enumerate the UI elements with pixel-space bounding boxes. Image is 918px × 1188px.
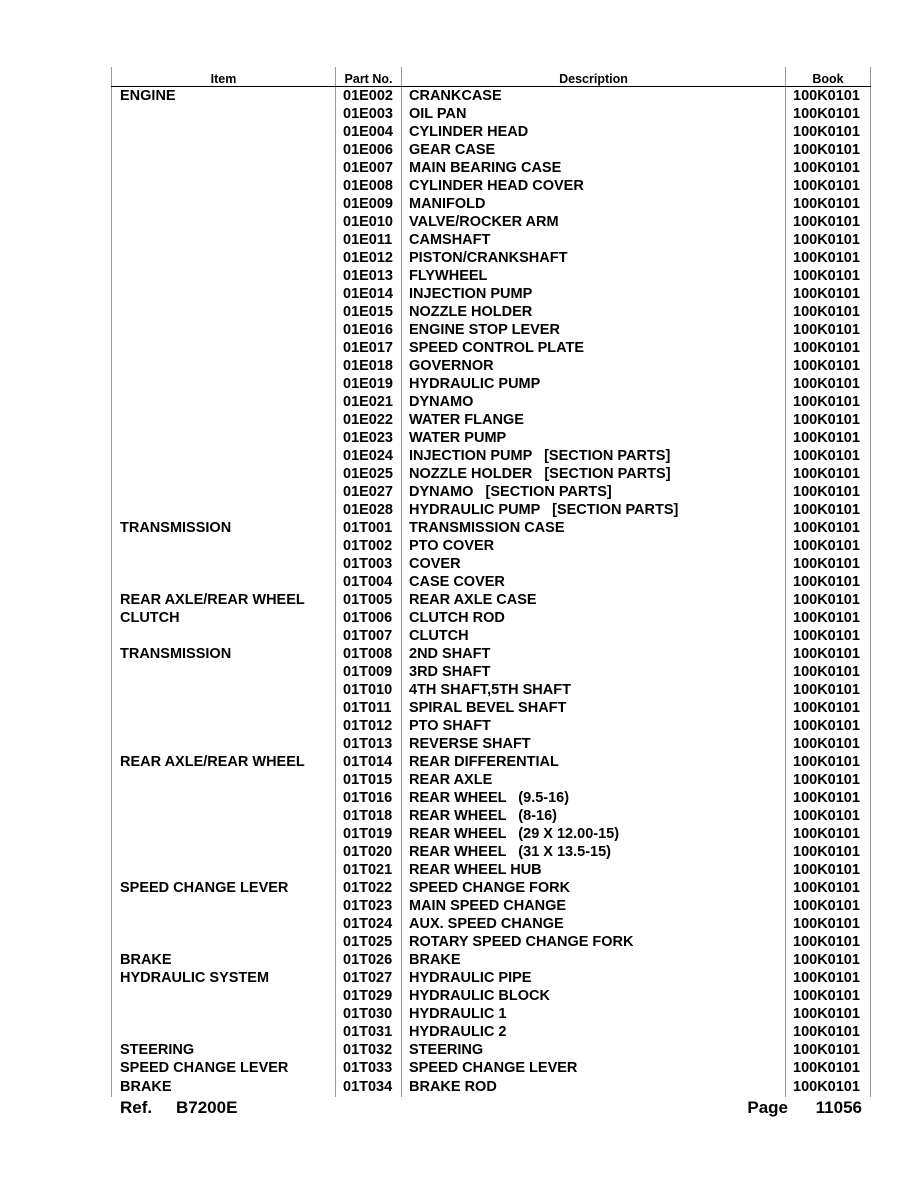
description-cell: MAIN BEARING CASE xyxy=(402,159,786,177)
book-cell: 100K0101 xyxy=(786,861,871,879)
book-cell: 100K0101 xyxy=(786,267,871,285)
book-cell: 100K0101 xyxy=(786,1023,871,1041)
header-part-no: Part No. xyxy=(336,67,402,87)
description-cell: ROTARY SPEED CHANGE FORK xyxy=(402,933,786,951)
table-row xyxy=(112,1077,871,1097)
item-cell xyxy=(112,573,336,591)
table-row xyxy=(112,861,871,879)
header-book: Book xyxy=(786,67,871,87)
part-no-cell: 01T019 xyxy=(336,825,402,843)
description-cell: WATER PUMP xyxy=(402,429,786,447)
description-cell: OIL PAN xyxy=(402,105,786,123)
book-cell: 100K0101 xyxy=(786,285,871,303)
book-cell: 100K0101 xyxy=(786,519,871,537)
table-row xyxy=(112,753,871,771)
part-no-cell: 01T033 xyxy=(336,1059,402,1077)
table-row xyxy=(112,969,871,987)
table-row xyxy=(112,699,871,717)
part-no-cell: 01E027 xyxy=(336,483,402,501)
item-cell xyxy=(112,357,336,375)
book-cell: 100K0101 xyxy=(786,663,871,681)
book-cell: 100K0101 xyxy=(786,591,871,609)
description-cell: HYDRAULIC PUMP [SECTION PARTS] xyxy=(402,501,786,519)
table-row xyxy=(112,483,871,501)
book-cell: 100K0101 xyxy=(786,825,871,843)
part-no-cell: 01E007 xyxy=(336,159,402,177)
table-row xyxy=(112,159,871,177)
book-cell: 100K0101 xyxy=(786,123,871,141)
item-cell xyxy=(112,285,336,303)
description-cell: STEERING xyxy=(402,1041,786,1059)
table-row xyxy=(112,249,871,267)
table-row xyxy=(112,825,871,843)
description-cell: HYDRAULIC PUMP xyxy=(402,375,786,393)
part-no-cell: 01E009 xyxy=(336,195,402,213)
description-cell: DYNAMO [SECTION PARTS] xyxy=(402,483,786,501)
item-cell xyxy=(112,915,336,933)
table-row xyxy=(112,645,871,663)
description-cell: REAR WHEEL (29 X 12.00-15) xyxy=(402,825,786,843)
table-row xyxy=(112,213,871,231)
part-no-cell: 01E010 xyxy=(336,213,402,231)
part-no-cell: 01T014 xyxy=(336,753,402,771)
book-cell: 100K0101 xyxy=(786,339,871,357)
description-cell: PTO COVER xyxy=(402,537,786,555)
book-cell: 100K0101 xyxy=(786,1041,871,1059)
table-row xyxy=(112,141,871,159)
description-cell: FLYWHEEL xyxy=(402,267,786,285)
parts-index-sheet xyxy=(111,67,870,1097)
book-cell: 100K0101 xyxy=(786,1059,871,1077)
description-cell: CLUTCH ROD xyxy=(402,609,786,627)
table-row xyxy=(112,933,871,951)
book-cell: 100K0101 xyxy=(786,393,871,411)
description-cell: HYDRAULIC 1 xyxy=(402,1005,786,1023)
description-cell: SPEED CONTROL PLATE xyxy=(402,339,786,357)
table-row xyxy=(112,681,871,699)
part-no-cell: 01T013 xyxy=(336,735,402,753)
book-cell: 100K0101 xyxy=(786,429,871,447)
description-cell: REAR WHEEL HUB xyxy=(402,861,786,879)
book-cell: 100K0101 xyxy=(786,969,871,987)
item-cell xyxy=(112,321,336,339)
description-cell: PISTON/CRANKSHAFT xyxy=(402,249,786,267)
book-cell: 100K0101 xyxy=(786,303,871,321)
table-row xyxy=(112,285,871,303)
part-no-cell: 01E011 xyxy=(336,231,402,249)
item-cell: BRAKE xyxy=(112,951,336,969)
table-header xyxy=(112,67,871,87)
item-cell xyxy=(112,393,336,411)
part-no-cell: 01E016 xyxy=(336,321,402,339)
part-no-cell: 01E024 xyxy=(336,447,402,465)
table-row xyxy=(112,465,871,483)
item-cell xyxy=(112,303,336,321)
part-no-cell: 01T032 xyxy=(336,1041,402,1059)
table-row xyxy=(112,177,871,195)
book-cell: 100K0101 xyxy=(786,483,871,501)
part-no-cell: 01E028 xyxy=(336,501,402,519)
book-cell: 100K0101 xyxy=(786,537,871,555)
part-no-cell: 01T027 xyxy=(336,969,402,987)
book-cell: 100K0101 xyxy=(786,501,871,519)
item-cell xyxy=(112,1005,336,1023)
part-no-cell: 01T009 xyxy=(336,663,402,681)
description-cell: GOVERNOR xyxy=(402,357,786,375)
item-cell xyxy=(112,663,336,681)
table-row xyxy=(112,915,871,933)
description-cell: CAMSHAFT xyxy=(402,231,786,249)
part-no-cell: 01T001 xyxy=(336,519,402,537)
part-no-cell: 01E025 xyxy=(336,465,402,483)
part-no-cell: 01E004 xyxy=(336,123,402,141)
book-cell: 100K0101 xyxy=(786,141,871,159)
book-cell: 100K0101 xyxy=(786,195,871,213)
table-row xyxy=(112,717,871,735)
description-cell: NOZZLE HOLDER xyxy=(402,303,786,321)
table-row xyxy=(112,555,871,573)
part-no-cell: 01E022 xyxy=(336,411,402,429)
item-cell: SPEED CHANGE LEVER xyxy=(112,879,336,897)
part-no-cell: 01E021 xyxy=(336,393,402,411)
description-cell: REVERSE SHAFT xyxy=(402,735,786,753)
book-cell: 100K0101 xyxy=(786,681,871,699)
part-no-cell: 01T022 xyxy=(336,879,402,897)
item-cell xyxy=(112,897,336,915)
part-no-cell: 01E003 xyxy=(336,105,402,123)
item-cell xyxy=(112,483,336,501)
item-cell xyxy=(112,933,336,951)
description-cell: REAR DIFFERENTIAL xyxy=(402,753,786,771)
book-cell: 100K0101 xyxy=(786,177,871,195)
table-row xyxy=(112,267,871,285)
description-cell: REAR WHEEL (9.5-16) xyxy=(402,789,786,807)
part-no-cell: 01T002 xyxy=(336,537,402,555)
book-cell: 100K0101 xyxy=(786,753,871,771)
part-no-cell: 01T026 xyxy=(336,951,402,969)
header-row xyxy=(112,67,871,87)
item-cell xyxy=(112,465,336,483)
page-number: 11056 xyxy=(815,1098,862,1117)
part-no-cell: 01T024 xyxy=(336,915,402,933)
table-row xyxy=(112,1005,871,1023)
item-cell xyxy=(112,177,336,195)
description-cell: 4TH SHAFT,5TH SHAFT xyxy=(402,681,786,699)
book-cell: 100K0101 xyxy=(786,573,871,591)
item-cell xyxy=(112,159,336,177)
description-cell: 3RD SHAFT xyxy=(402,663,786,681)
description-cell: WATER FLANGE xyxy=(402,411,786,429)
part-no-cell: 01T020 xyxy=(336,843,402,861)
item-cell xyxy=(112,699,336,717)
table-row xyxy=(112,879,871,897)
item-cell: REAR AXLE/REAR WHEEL xyxy=(112,591,336,609)
table-row xyxy=(112,105,871,123)
item-cell xyxy=(112,123,336,141)
book-cell: 100K0101 xyxy=(786,951,871,969)
item-cell xyxy=(112,375,336,393)
part-no-cell: 01E015 xyxy=(336,303,402,321)
part-no-cell: 01T015 xyxy=(336,771,402,789)
table-row xyxy=(112,519,871,537)
description-cell: MANIFOLD xyxy=(402,195,786,213)
item-cell xyxy=(112,627,336,645)
table-row xyxy=(112,321,871,339)
item-cell xyxy=(112,1023,336,1041)
item-cell: TRANSMISSION xyxy=(112,645,336,663)
description-cell: INJECTION PUMP xyxy=(402,285,786,303)
item-cell xyxy=(112,411,336,429)
description-cell: SPEED CHANGE FORK xyxy=(402,879,786,897)
book-cell: 100K0101 xyxy=(786,357,871,375)
table-row xyxy=(112,987,871,1005)
book-cell: 100K0101 xyxy=(786,771,871,789)
part-no-cell: 01T030 xyxy=(336,1005,402,1023)
page-label: Page xyxy=(747,1098,788,1117)
table-row xyxy=(112,789,871,807)
book-cell: 100K0101 xyxy=(786,375,871,393)
item-cell xyxy=(112,195,336,213)
description-cell: SPIRAL BEVEL SHAFT xyxy=(402,699,786,717)
item-cell xyxy=(112,825,336,843)
table-row xyxy=(112,375,871,393)
part-no-cell: 01T016 xyxy=(336,789,402,807)
item-cell: ENGINE xyxy=(112,87,336,106)
table-row xyxy=(112,627,871,645)
description-cell: AUX. SPEED CHANGE xyxy=(402,915,786,933)
table-row xyxy=(112,609,871,627)
description-cell: CYLINDER HEAD xyxy=(402,123,786,141)
description-cell: REAR WHEEL (31 X 13.5-15) xyxy=(402,843,786,861)
item-cell xyxy=(112,231,336,249)
item-cell: BRAKE xyxy=(112,1077,336,1097)
header-description: Description xyxy=(402,67,786,87)
item-cell xyxy=(112,249,336,267)
description-cell: 2ND SHAFT xyxy=(402,645,786,663)
description-cell: MAIN SPEED CHANGE xyxy=(402,897,786,915)
header-item: Item xyxy=(112,67,336,87)
part-no-cell: 01E018 xyxy=(336,357,402,375)
part-no-cell: 01T031 xyxy=(336,1023,402,1041)
book-cell: 100K0101 xyxy=(786,933,871,951)
description-cell: COVER xyxy=(402,555,786,573)
description-cell: BRAKE xyxy=(402,951,786,969)
book-cell: 100K0101 xyxy=(786,105,871,123)
book-cell: 100K0101 xyxy=(786,555,871,573)
book-cell: 100K0101 xyxy=(786,87,871,106)
book-cell: 100K0101 xyxy=(786,789,871,807)
book-cell: 100K0101 xyxy=(786,699,871,717)
item-cell xyxy=(112,771,336,789)
item-cell: SPEED CHANGE LEVER xyxy=(112,1059,336,1077)
book-cell: 100K0101 xyxy=(786,465,871,483)
part-no-cell: 01T023 xyxy=(336,897,402,915)
description-cell: CASE COVER xyxy=(402,573,786,591)
table-row xyxy=(112,357,871,375)
description-cell: TRANSMISSION CASE xyxy=(402,519,786,537)
item-cell xyxy=(112,843,336,861)
book-cell: 100K0101 xyxy=(786,645,871,663)
description-cell: PTO SHAFT xyxy=(402,717,786,735)
table-row xyxy=(112,393,871,411)
table-row xyxy=(112,807,871,825)
part-no-cell: 01T029 xyxy=(336,987,402,1005)
description-cell: REAR AXLE xyxy=(402,771,786,789)
book-cell: 100K0101 xyxy=(786,807,871,825)
part-no-cell: 01T007 xyxy=(336,627,402,645)
table-row xyxy=(112,429,871,447)
item-cell xyxy=(112,213,336,231)
table-row xyxy=(112,231,871,249)
table-row xyxy=(112,339,871,357)
table-row xyxy=(112,897,871,915)
item-cell xyxy=(112,429,336,447)
book-cell: 100K0101 xyxy=(786,879,871,897)
book-cell: 100K0101 xyxy=(786,627,871,645)
ref-value: B7200E xyxy=(176,1098,238,1117)
item-cell xyxy=(112,105,336,123)
part-no-cell: 01T021 xyxy=(336,861,402,879)
item-cell: HYDRAULIC SYSTEM xyxy=(112,969,336,987)
book-cell: 100K0101 xyxy=(786,609,871,627)
parts-index-table xyxy=(111,67,871,1097)
table-row xyxy=(112,303,871,321)
table-row xyxy=(112,87,871,106)
item-cell xyxy=(112,447,336,465)
book-cell: 100K0101 xyxy=(786,321,871,339)
book-cell: 100K0101 xyxy=(786,1005,871,1023)
item-cell xyxy=(112,501,336,519)
part-no-cell: 01E006 xyxy=(336,141,402,159)
part-no-cell: 01E023 xyxy=(336,429,402,447)
book-cell: 100K0101 xyxy=(786,213,871,231)
part-no-cell: 01T012 xyxy=(336,717,402,735)
book-cell: 100K0101 xyxy=(786,717,871,735)
item-cell xyxy=(112,789,336,807)
book-cell: 100K0101 xyxy=(786,231,871,249)
table-row xyxy=(112,1041,871,1059)
book-cell: 100K0101 xyxy=(786,447,871,465)
item-cell xyxy=(112,537,336,555)
table-row xyxy=(112,591,871,609)
table-row xyxy=(112,537,871,555)
book-cell: 100K0101 xyxy=(786,897,871,915)
part-no-cell: 01E013 xyxy=(336,267,402,285)
item-cell xyxy=(112,339,336,357)
item-cell xyxy=(112,861,336,879)
part-no-cell: 01T011 xyxy=(336,699,402,717)
description-cell: CYLINDER HEAD COVER xyxy=(402,177,786,195)
item-cell: CLUTCH xyxy=(112,609,336,627)
part-no-cell: 01E019 xyxy=(336,375,402,393)
description-cell: ENGINE STOP LEVER xyxy=(402,321,786,339)
table-row xyxy=(112,447,871,465)
item-cell xyxy=(112,267,336,285)
description-cell: REAR WHEEL (8-16) xyxy=(402,807,786,825)
table-row xyxy=(112,1023,871,1041)
book-cell: 100K0101 xyxy=(786,159,871,177)
item-cell xyxy=(112,735,336,753)
item-cell: TRANSMISSION xyxy=(112,519,336,537)
description-cell: REAR AXLE CASE xyxy=(402,591,786,609)
description-cell: BRAKE ROD xyxy=(402,1077,786,1097)
item-cell xyxy=(112,807,336,825)
part-no-cell: 01T034 xyxy=(336,1077,402,1097)
book-cell: 100K0101 xyxy=(786,843,871,861)
description-cell: HYDRAULIC 2 xyxy=(402,1023,786,1041)
book-cell: 100K0101 xyxy=(786,987,871,1005)
table-row xyxy=(112,1059,871,1077)
table-row xyxy=(112,501,871,519)
table-row xyxy=(112,573,871,591)
table-row xyxy=(112,843,871,861)
description-cell: HYDRAULIC PIPE xyxy=(402,969,786,987)
table-body xyxy=(112,87,871,1098)
table-row xyxy=(112,411,871,429)
description-cell: DYNAMO xyxy=(402,393,786,411)
part-no-cell: 01T006 xyxy=(336,609,402,627)
part-no-cell: 01T005 xyxy=(336,591,402,609)
part-no-cell: 01T018 xyxy=(336,807,402,825)
ref-label: Ref. xyxy=(120,1098,153,1117)
part-no-cell: 01T008 xyxy=(336,645,402,663)
table-row xyxy=(112,123,871,141)
item-cell xyxy=(112,987,336,1005)
table-row xyxy=(112,195,871,213)
part-no-cell: 01T004 xyxy=(336,573,402,591)
part-no-cell: 01E014 xyxy=(336,285,402,303)
description-cell: INJECTION PUMP [SECTION PARTS] xyxy=(402,447,786,465)
item-cell: STEERING xyxy=(112,1041,336,1059)
item-cell xyxy=(112,717,336,735)
part-no-cell: 01T003 xyxy=(336,555,402,573)
part-no-cell: 01E012 xyxy=(336,249,402,267)
table-row xyxy=(112,951,871,969)
part-no-cell: 01T025 xyxy=(336,933,402,951)
description-cell: GEAR CASE xyxy=(402,141,786,159)
item-cell: REAR AXLE/REAR WHEEL xyxy=(112,753,336,771)
item-cell xyxy=(112,555,336,573)
table-row xyxy=(112,771,871,789)
part-no-cell: 01E002 xyxy=(336,87,402,106)
item-cell xyxy=(112,681,336,699)
item-cell xyxy=(112,141,336,159)
description-cell: SPEED CHANGE LEVER xyxy=(402,1059,786,1077)
book-cell: 100K0101 xyxy=(786,915,871,933)
description-cell: HYDRAULIC BLOCK xyxy=(402,987,786,1005)
part-no-cell: 01E008 xyxy=(336,177,402,195)
table-row xyxy=(112,663,871,681)
part-no-cell: 01E017 xyxy=(336,339,402,357)
description-cell: CRANKCASE xyxy=(402,87,786,106)
description-cell: VALVE/ROCKER ARM xyxy=(402,213,786,231)
book-cell: 100K0101 xyxy=(786,1077,871,1097)
book-cell: 100K0101 xyxy=(786,249,871,267)
book-cell: 100K0101 xyxy=(786,735,871,753)
description-cell: NOZZLE HOLDER [SECTION PARTS] xyxy=(402,465,786,483)
part-no-cell: 01T010 xyxy=(336,681,402,699)
description-cell: CLUTCH xyxy=(402,627,786,645)
table-row xyxy=(112,735,871,753)
book-cell: 100K0101 xyxy=(786,411,871,429)
